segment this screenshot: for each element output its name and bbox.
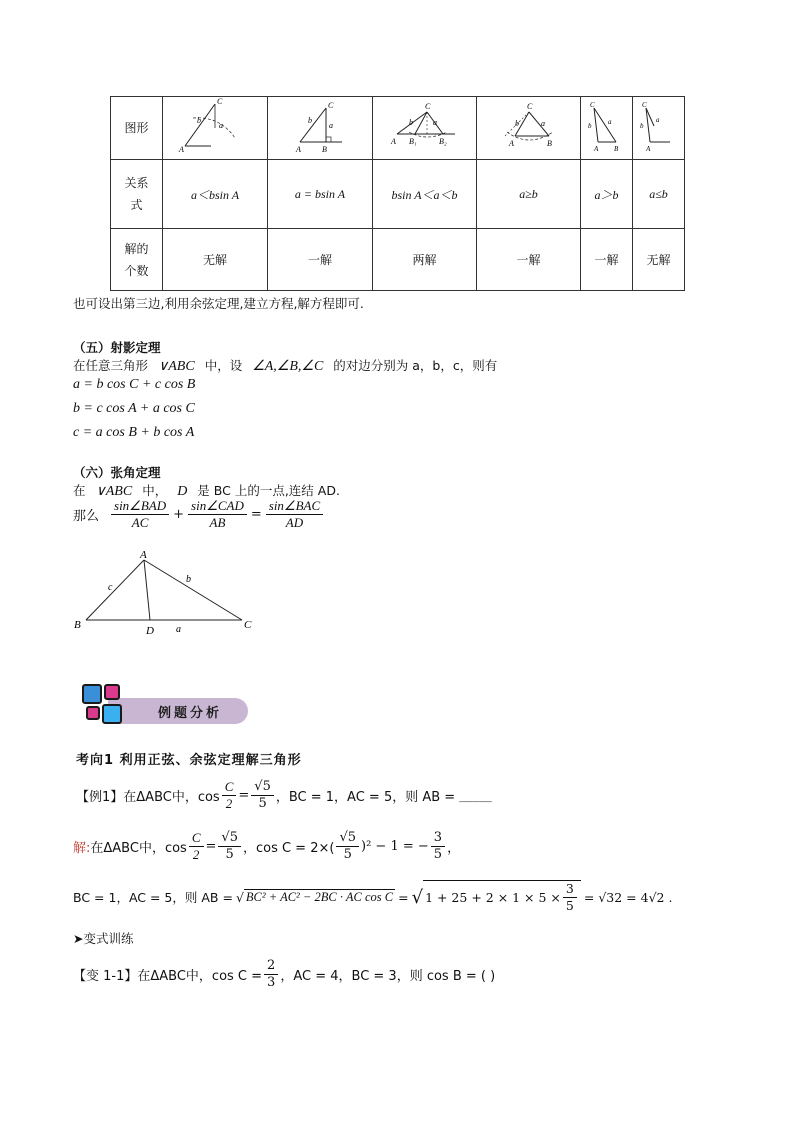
figure-case-4 <box>477 97 581 160</box>
frac3-den: AD <box>285 515 304 530</box>
solutions-5: 一解 <box>581 229 633 291</box>
example1 <box>76 779 492 812</box>
label-b: b <box>197 115 201 125</box>
fraction-2 <box>188 498 247 531</box>
equals: = <box>238 788 250 803</box>
frac-den: 5 <box>433 847 443 862</box>
frac-num: √5 <box>251 779 274 796</box>
sqrt-numeric <box>423 880 581 914</box>
label-A: A <box>296 144 301 154</box>
solution-frac-c2 <box>189 830 204 863</box>
frac3-num: sin∠BAC <box>266 498 323 515</box>
label-a: a <box>329 120 333 130</box>
solution-text-a: 在ΔABC中，cos <box>90 841 187 856</box>
comma: ， <box>447 841 461 856</box>
line1-mid: 中， <box>142 483 168 498</box>
relation-row <box>111 160 685 229</box>
relation-1: a＜bsin A <box>163 160 268 229</box>
label-A: A <box>179 144 184 154</box>
frac-den: 5 <box>343 847 352 862</box>
label-b: b <box>308 115 312 125</box>
label-a: a <box>219 120 223 130</box>
frac-den: 2 <box>225 796 233 811</box>
example1-text-b: ，BC = 1，AC = 5，则 AB = <box>275 790 456 805</box>
intro-mid: 中，设 <box>204 358 243 373</box>
solutions-row <box>111 229 685 291</box>
triangle-figure-3 <box>375 98 475 156</box>
figure-row <box>111 97 685 160</box>
example1-frac-root5 <box>251 779 274 812</box>
triangle-figure-2 <box>270 98 370 156</box>
solution-line2 <box>73 880 672 914</box>
frac-3-5 <box>563 881 577 914</box>
frac-num: √5 <box>336 830 359 847</box>
square-pink-icon <box>104 684 120 700</box>
solution-line2-text: BC = 1，AC = 5，则 AB = <box>73 890 233 905</box>
variant1-frac <box>264 958 278 991</box>
label-a: a <box>607 117 611 126</box>
row-label-relation <box>111 160 163 229</box>
label-C: C <box>244 619 252 631</box>
label-B: B <box>546 138 552 148</box>
square-cyan-icon <box>102 704 122 724</box>
label-B1: B₁ <box>408 136 417 146</box>
equals: = <box>205 839 217 854</box>
then-label: 那么 <box>73 509 100 524</box>
solutions-6: 无解 <box>633 229 685 291</box>
sqrt-cosine-law: BC² + AC² − 2BC · AC cos C <box>245 890 394 904</box>
label-a: a <box>540 118 545 128</box>
variant-1-1 <box>73 958 495 991</box>
square-blue-icon <box>82 684 102 704</box>
cosine-law-note: 也可设出第三边,利用余弦定理,建立方程,解方程即可. <box>73 296 364 311</box>
figure-case-6 <box>633 97 685 160</box>
row-label-solutions <box>111 229 163 291</box>
projection-formula-3: c = a cos B + b cos A <box>73 425 195 440</box>
angles: ∠A,∠B,∠C <box>252 359 324 374</box>
triangle-cases-table <box>110 96 685 291</box>
label-A: A <box>390 136 396 146</box>
fraction-1 <box>111 498 169 531</box>
variant1-text-a: 在ΔABC中，cos C = <box>137 969 263 984</box>
label-B2: B₂ <box>438 136 447 146</box>
frac-num: C <box>222 779 237 796</box>
relation-5: a＞b <box>581 160 633 229</box>
relation-label-text: 关系式 <box>124 176 149 212</box>
row-label-figure: 图形 <box>111 97 163 160</box>
label-c: c <box>108 582 113 593</box>
label-C: C <box>641 100 647 109</box>
frac-num: √5 <box>218 830 241 847</box>
line1-pre: 在 <box>73 483 86 498</box>
sqrt-symbol-2: √ <box>411 886 424 908</box>
intro-pre: 在任意三角形 <box>73 358 149 373</box>
equals-sign: = <box>250 507 262 522</box>
relation-4: a≥b <box>477 160 581 229</box>
label-b: b <box>186 574 191 585</box>
solution-frac-root5 <box>218 830 241 863</box>
label-B: B <box>74 619 81 631</box>
label-A: A <box>508 138 514 148</box>
frac-den: 2 <box>192 847 200 862</box>
label-B: B <box>613 144 618 153</box>
frac1-den: AC <box>131 515 149 530</box>
variant1-text-b: ，AC = 4，BC = 3，则 cos B = ( ) <box>280 969 496 984</box>
solution-line1 <box>73 830 460 863</box>
projection-formula-1: a = b cos C + c cos B <box>73 377 196 392</box>
relation-2: a = bsin A <box>268 160 373 229</box>
frac-den: 5 <box>258 796 267 811</box>
label-b: b <box>408 117 413 127</box>
triangle-figure-1 <box>165 98 265 156</box>
frac-num: 3 <box>431 830 445 847</box>
frac-num: 3 <box>563 881 577 898</box>
variant1-tag: 【变 1-1】 <box>73 969 138 984</box>
label-C: C <box>424 101 430 111</box>
label-C: C <box>526 101 532 111</box>
frac1-num: sin∠BAD <box>111 498 169 515</box>
frac2-den: AB <box>209 515 226 530</box>
frac-num: C <box>189 830 204 847</box>
relation-3: bsin A＜a＜b <box>373 160 477 229</box>
label-A: A <box>593 144 598 153</box>
label-a: a <box>655 115 659 124</box>
triangle-symbol: ∨ABC <box>95 484 133 499</box>
direction1-title: 考向1 利用正弦、余弦定理解三角形 <box>76 753 302 768</box>
solution-text-c: )² − 1 = − <box>361 839 429 854</box>
figure-case-3 <box>373 97 477 160</box>
label-D: D <box>146 625 154 637</box>
solution-frac-root5-b <box>336 830 359 863</box>
triangle-figure-5 <box>582 98 632 156</box>
frac-den: 3 <box>267 975 276 990</box>
label-a: a <box>176 624 181 635</box>
triangle-figure-6 <box>634 98 684 156</box>
example1-tag: 【例1】 <box>76 790 124 805</box>
solution-text-b: ，cos C = 2×( <box>242 841 335 856</box>
figure-case-5 <box>581 97 633 160</box>
relation-6: a≤b <box>633 160 685 229</box>
triangle-figure-4 <box>479 98 579 156</box>
frac-num: 2 <box>264 958 278 975</box>
solutions-2: 一解 <box>268 229 373 291</box>
solutions-1: 无解 <box>163 229 268 291</box>
label-C: C <box>328 100 334 110</box>
label-A: A <box>645 144 650 153</box>
label-a: a <box>432 117 437 127</box>
frac-den: 5 <box>565 898 574 913</box>
angle-theorem-figure <box>72 546 262 638</box>
equals: = <box>398 889 409 905</box>
label-b: b <box>639 121 643 130</box>
label-b: b <box>587 121 591 130</box>
example1-frac-c2 <box>222 779 237 812</box>
projection-formula-2: b = c cos A + a cos C <box>73 401 195 416</box>
solution-frac-3-5 <box>431 830 445 863</box>
banner-title: 例题分析 <box>158 706 223 721</box>
label-C: C <box>217 97 223 106</box>
frac-den: 5 <box>225 847 234 862</box>
solutions-3: 两解 <box>373 229 477 291</box>
intro-post: 的对边分别为 a，b，c，则有 <box>333 358 498 373</box>
point-D: D <box>177 484 188 499</box>
section5-intro <box>73 356 497 375</box>
example1-text-a: 在ΔABC中，cos <box>123 790 220 805</box>
plus-sign: + <box>173 507 185 522</box>
frac2-num: sin∠CAD <box>188 498 247 515</box>
fraction-3 <box>266 498 323 531</box>
solutions-4: 一解 <box>477 229 581 291</box>
figure-case-2 <box>268 97 373 160</box>
label-B: B <box>322 144 327 154</box>
example-analysis-banner <box>80 682 250 732</box>
section6-title: （六）张角定理 <box>73 465 161 480</box>
label-C: C <box>589 100 595 109</box>
section5-title: （五）射影定理 <box>73 340 161 355</box>
solution-result: = √32 = 4√2 . <box>583 889 673 905</box>
solution-label: 解: <box>73 841 91 856</box>
figure-case-1 <box>163 97 268 160</box>
sqrt-symbol: √ <box>235 889 244 905</box>
angle-theorem-formula <box>73 498 325 531</box>
square-pink-small-icon <box>86 706 100 720</box>
sqrt-numeric-text: 1 + 25 + 2 × 1 × 5 × <box>425 890 561 905</box>
label-b: b <box>514 118 519 128</box>
answer-blank: _____ <box>459 788 492 803</box>
label-A: A <box>140 549 147 561</box>
variant-header: ➤变式训练 <box>73 931 134 946</box>
line1-post: 是 BC 上的一点,连结 AD. <box>197 483 340 498</box>
solutions-label-text: 解的个数 <box>124 241 149 278</box>
triangle-symbol: ∨ABC <box>158 359 195 374</box>
